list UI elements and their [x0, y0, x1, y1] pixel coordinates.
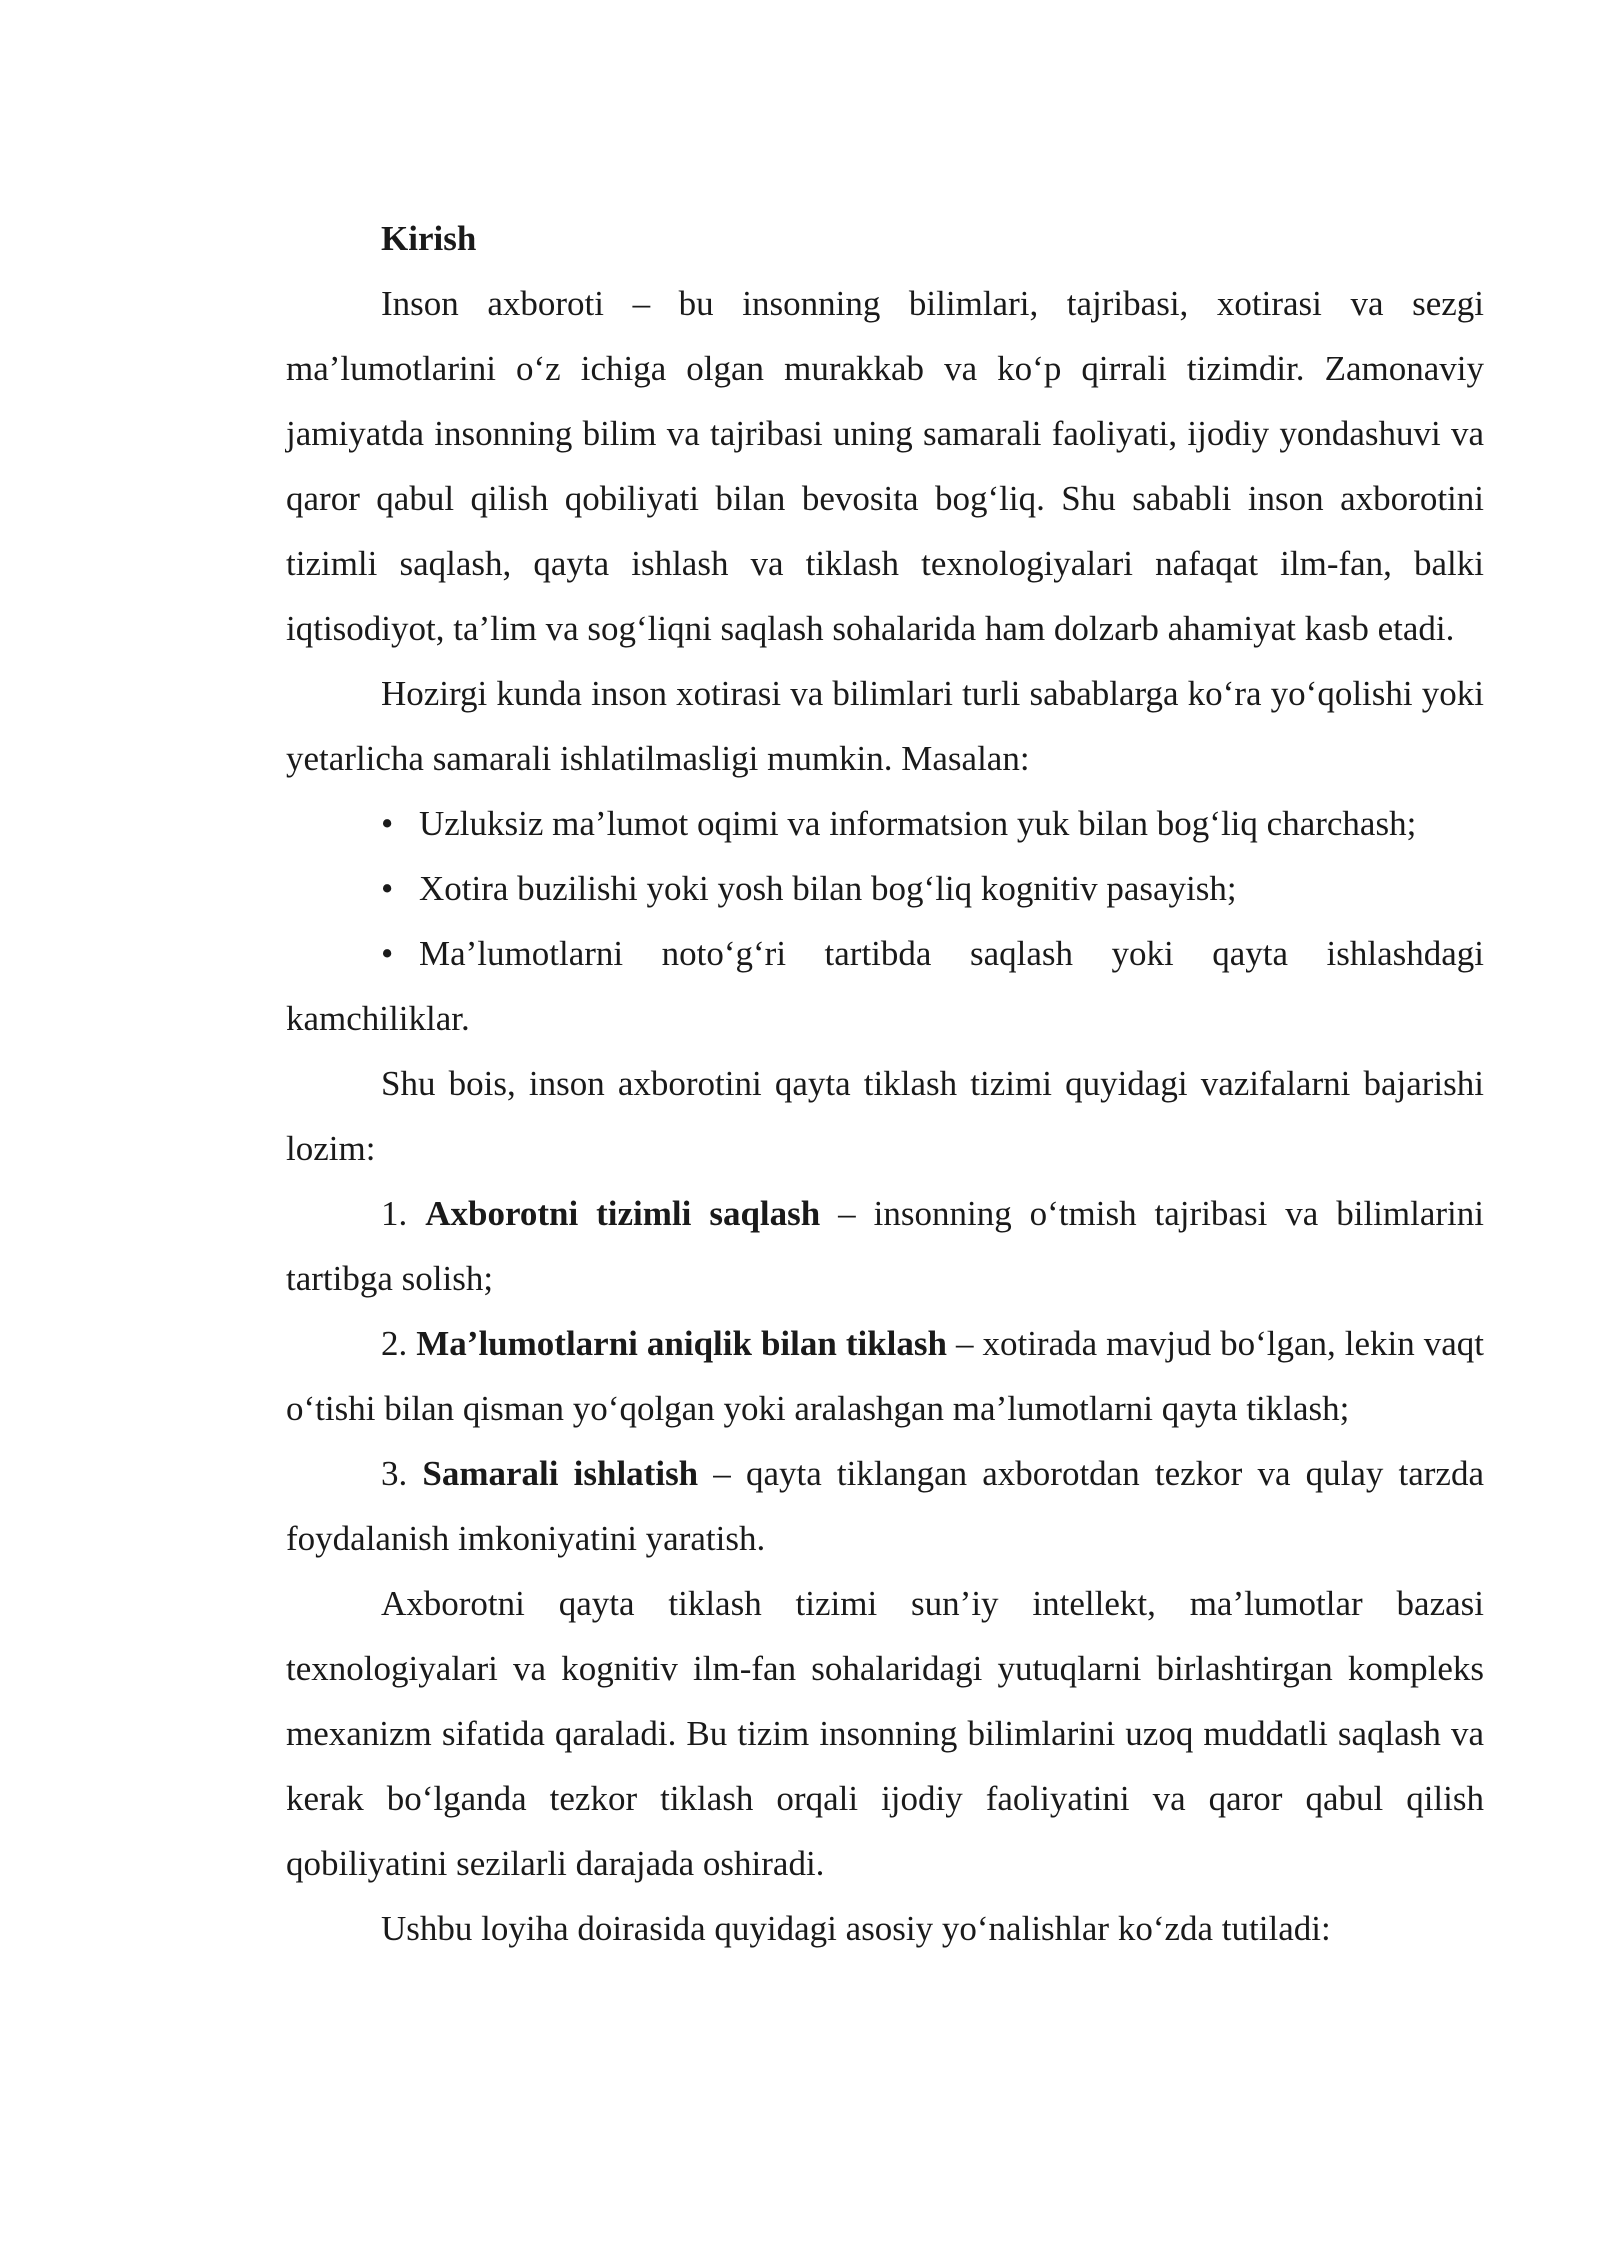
paragraph-problem: Hozirgi kunda inson xotirasi va bilimlari turli sabablarga ko‘ra yo‘qolishi yoki yetarlicha samarali ishlatilmasligi mumkin. Masalan:: [286, 674, 1484, 778]
bullet-text: Xotira buzilishi yoki yosh bilan bog‘liq kognitiv pasayish;: [419, 869, 1237, 908]
task-number: 3.: [381, 1454, 408, 1493]
bullet-icon: •: [381, 804, 394, 843]
paragraph-directions: Ushbu loyiha doirasida quyidagi asosiy yo‘nalishlar ko‘zda tutiladi:: [381, 1909, 1331, 1948]
document-body: [286, 206, 1484, 1961]
paragraph-system: Axborotni qayta tiklash tizimi sun’iy intellekt, ma’lumotlar bazasi texnologiyalari va kognitiv ilm-fan sohalaridagi yutuqlarni birlashtirgan kompleks mexanizm sifatida qaraladi. Bu tizim insonning bilimlarini uzoq muddatli saqlash va kerak bo‘lganda tezkor tiklash orqali ijodiy faoliyatini va qaror qabul qilish qobiliyatini sezilarli darajada oshiradi.: [286, 1584, 1484, 1883]
list-item: [286, 921, 1484, 1051]
task-term: Axborotni tizimli saqlash: [425, 1194, 821, 1233]
task-text: – xotirada mavjud bo‘lgan, lekin vaqt o‘tishi bilan qisman yo‘qolgan yoki aralashgan ma’lumotlarni qayta tiklash;: [286, 1324, 1485, 1428]
section-heading: Kirish: [381, 219, 477, 258]
task-number: 1.: [381, 1194, 408, 1233]
task-term: Ma’lumotlarni aniqlik bilan tiklash: [416, 1324, 947, 1363]
task-number: 2.: [381, 1324, 408, 1363]
task-term: Samarali ishlatish: [422, 1454, 699, 1493]
bullet-icon: •: [381, 934, 394, 973]
task-text: – qayta tiklangan axborotdan tezkor va qulay tarzda foydalanish imkoniyatini yaratish.: [286, 1454, 1485, 1558]
list-item: [286, 791, 1484, 856]
task-item: [286, 1181, 1484, 1311]
task-item: [286, 1311, 1484, 1441]
paragraph-tasks-intro: Shu bois, inson axborotini qayta tiklash tizimi quyidagi vazifalarni bajarishi lozim:: [286, 1064, 1484, 1168]
list-item: [286, 856, 1484, 921]
task-text: – insonning o‘tmish tajribasi va bilimlarini tartibga solish;: [286, 1194, 1484, 1298]
bullet-list: [286, 791, 1484, 1051]
paragraph-intro: Inson axboroti – bu insonning bilimlari, tajribasi, xotirasi va sezgi ma’lumotlarini o‘z ichiga olgan murakkab va ko‘p qirrali tizimdir. Zamonaviy jamiyatda insonning bilim va tajribasi uning samarali faoliyati, ijodiy yondashuvi va qaror qabul qilish qobiliyati bilan bevosita bog‘liq. Shu sababli inson axborotini tizimli saqlash, qayta ishlash va tiklash texnologiyalari nafaqat ilm-fan, balki iqtisodiyot, ta’lim va sog‘liqni saqlash sohalarida ham dolzarb ahamiyat kasb etadi.: [286, 284, 1484, 648]
bullet-text: Uzluksiz ma’lumot oqimi va informatsion yuk bilan bog‘liq charchash;: [419, 804, 1417, 843]
bullet-text: Ma’lumotlarni noto‘g‘ri tartibda saqlash yoki qayta ishlashdagi kamchiliklar.: [286, 934, 1484, 1038]
bullet-icon: •: [381, 869, 394, 908]
task-item: [286, 1441, 1484, 1571]
